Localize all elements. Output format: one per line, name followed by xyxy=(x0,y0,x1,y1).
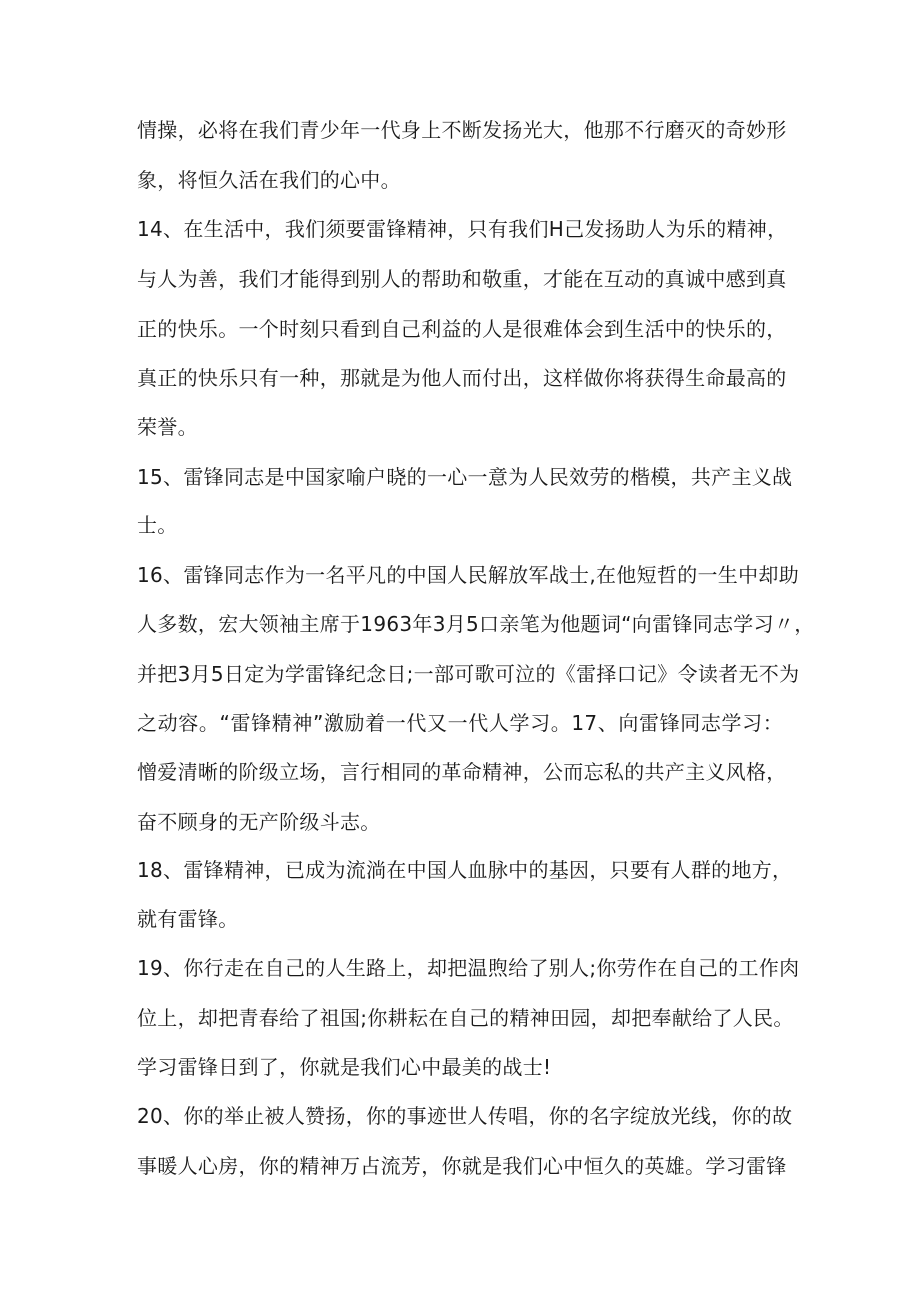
text-line: 20、你的举止被人赞扬，你的事迹世人传唱，你的名字绽放光线，你的故 xyxy=(137,1104,793,1128)
text-line: 真正的快乐只有一种，那就是为他人而付出，这样做你将获得生命最高的 xyxy=(137,366,787,390)
text-line: 荣誉。 xyxy=(137,415,198,439)
text-line: 15、雷锋同志是中国家喻户晓的一心一意为人民效劳的楷模，共产主义战 xyxy=(137,465,793,489)
text-line: 憎爱清晰的阶级立场，言行相同的革命精神，公而忘私的共产主义风格， xyxy=(137,760,787,784)
text-line: 之动容。“雷锋精神”激励着一代又一代人学习。17、向雷锋同志学习： xyxy=(137,711,783,735)
text-line: 与人为善，我们才能得到别人的帮助和敬重，才能在互动的真诚中感到真 xyxy=(137,267,787,291)
text-line: 正的快乐。一个时刻只看到自己利益的人是很难体会到生活中的快乐的， xyxy=(137,317,787,341)
text-line: 19、你行走在自己的人生路上，却把温煦给了别人;你劳作在自己的工作肉 xyxy=(137,956,800,980)
text-line: 情操，必将在我们青少年一代身上不断发扬光大，他那不行磨灭的奇妙形 xyxy=(137,118,787,142)
text-line: 事暖人心房，你的精神万占流芳，你就是我们心中恒久的英雄。学习雷锋 xyxy=(137,1154,787,1178)
text-line: 并把3月5日定为学雷锋纪念日;一部可歌可泣的《雷择口记》令读者无不为 xyxy=(137,662,800,686)
text-line: 14、在生活中，我们须要雷锋精神，只有我们H己发扬助人为乐的精神， xyxy=(137,217,788,241)
text-line: 18、雷锋精神，已成为流淌在中国人血脉中的基因，只要有人群的地方， xyxy=(137,858,793,882)
text-line: 位上，却把青春给了祖国;你耕耘在自己的精神田园，却把奉献给了人民。 xyxy=(137,1006,794,1030)
text-line: 奋不顾身的无产阶级斗志。 xyxy=(137,810,381,834)
text-line: 就有雷锋。 xyxy=(137,907,239,931)
text-line: 人多数，宏大领袖主席于1963年3月5口亲笔为他题词“向雷锋同志学习〃， xyxy=(137,612,815,636)
text-line: 象，将恒久活在我们的心中。 xyxy=(137,168,401,192)
text-line: 士。 xyxy=(137,513,178,537)
text-line: 学习雷锋日到了，你就是我们心中最美的战士! xyxy=(137,1055,552,1079)
text-line: 16、雷锋同志作为一名平凡的中国人民解放军战士,在他短哲的一生中却助 xyxy=(137,563,800,587)
